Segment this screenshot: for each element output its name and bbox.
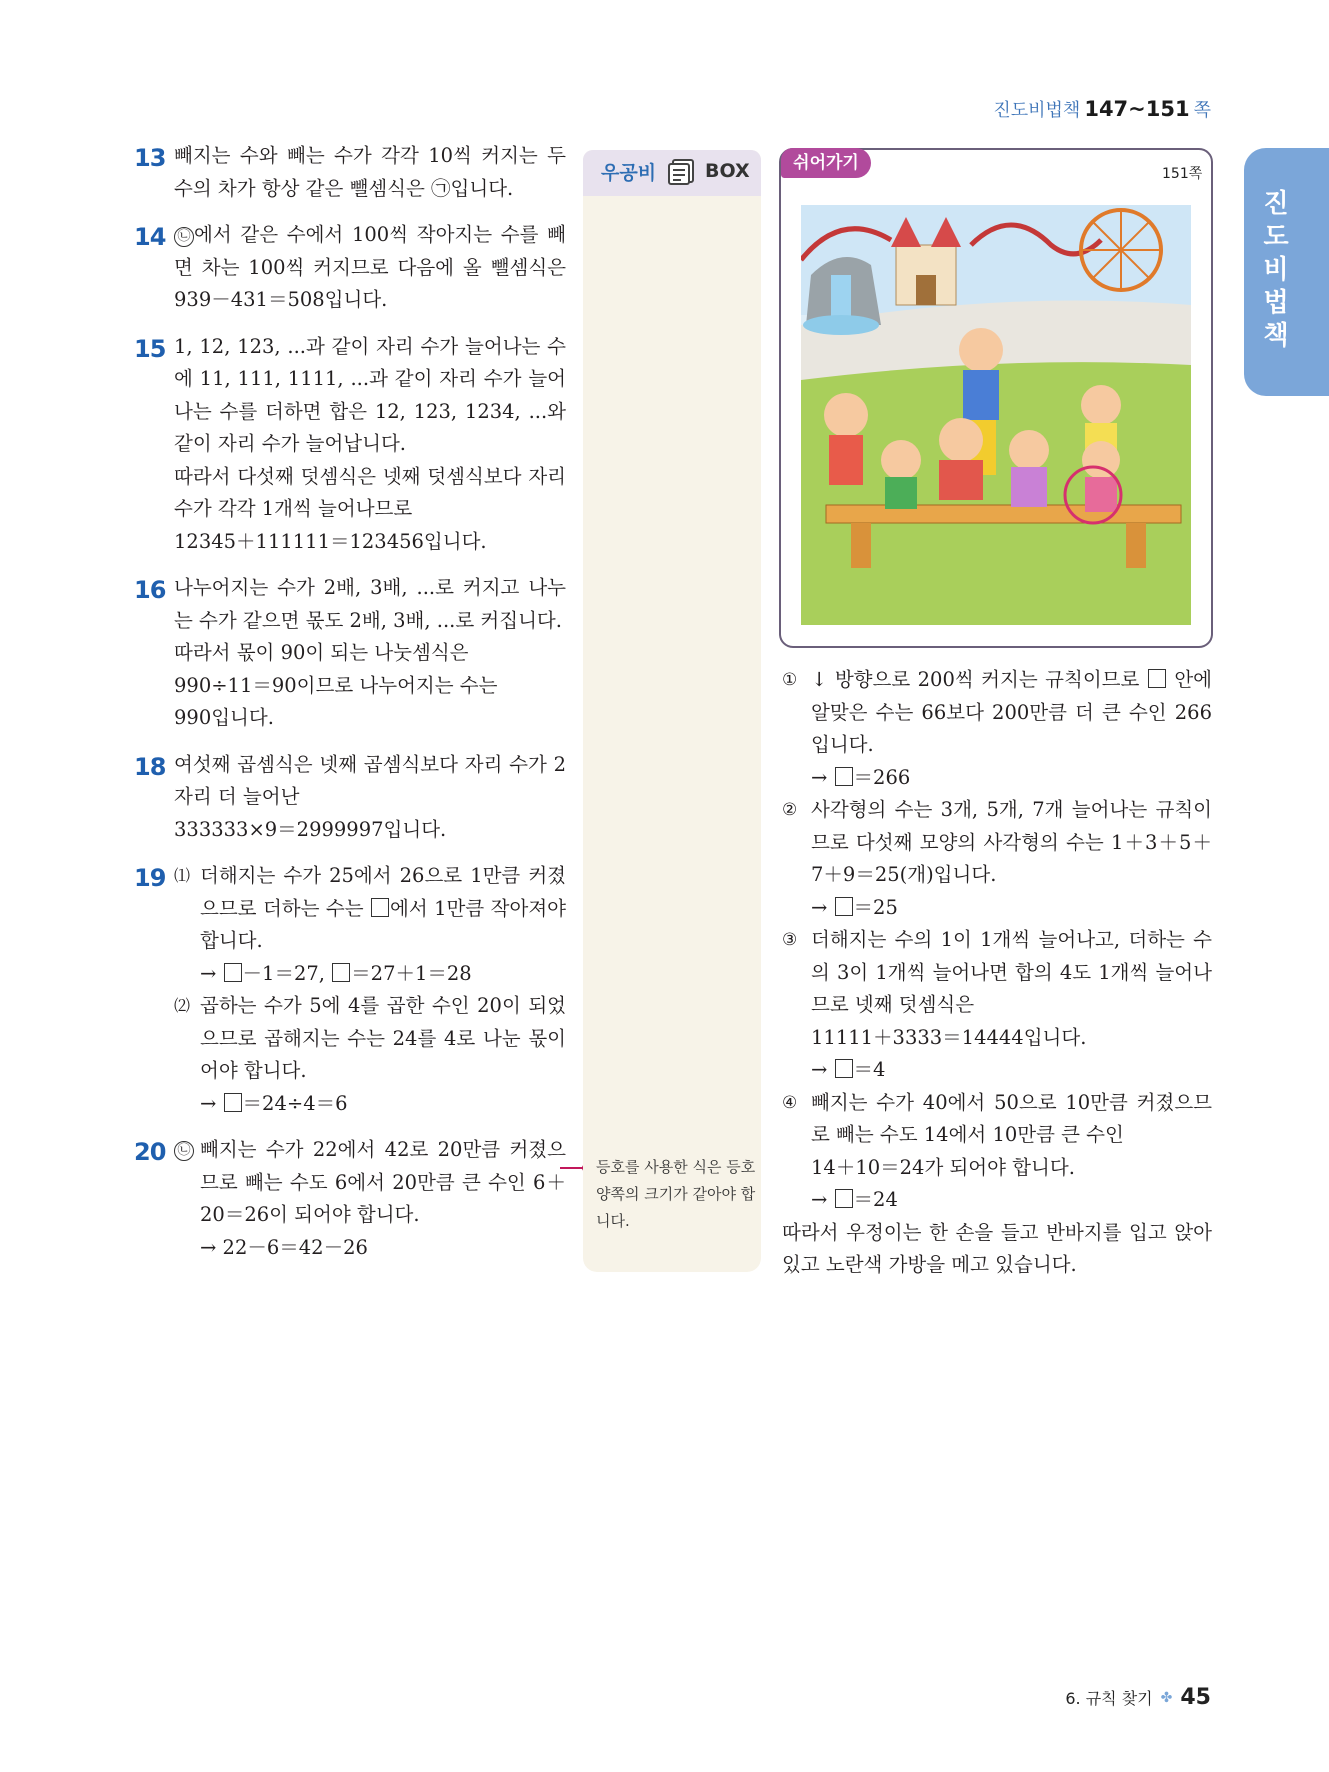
answer-text: 따라서 몫이 90이 되는 나눗셈식은 [174, 641, 469, 664]
calc-line [811, 762, 1212, 795]
chapter-title: 6. 규칙 찾기 [1065, 1689, 1153, 1708]
answer-text: 더해지는 수가 25에서 26으로 1만큼 커졌으므로 더하는 수는 [200, 864, 566, 920]
sub-marker: ② [782, 800, 798, 820]
item-number: 14 [134, 223, 166, 251]
header-page-range: 147~151 [1084, 97, 1190, 121]
page-number: 45 [1180, 1685, 1211, 1710]
answer-r4 [782, 1087, 1212, 1217]
sub-answer-1 [174, 860, 566, 990]
answer-text: 안에 알맞은 수는 66보다 200만큼 더 큰 수인 266입니다. [811, 668, 1212, 756]
calc-text: ＝24 [853, 1188, 898, 1211]
answer-text: 나누어지는 수가 2배, 3배, ...로 커지고 나누는 수가 같으면 몫도 2배, 3배, ...로 커집니다. [174, 576, 566, 632]
answer-text: 빼지는 수가 22에서 42로 20만큼 커졌으므로 빼는 수도 6에서 20만큼 큰 수인 6＋20＝26이 되어야 합니다. [200, 1138, 566, 1226]
rest-page: 151쪽 [1162, 166, 1203, 182]
conclusion-text: 따라서 우정이는 한 손을 들고 반바지를 입고 앉아 있고 노란색 가방을 메고 있습니다. [782, 1220, 1212, 1276]
calc-line: → 22－6＝42－26 [200, 1235, 368, 1259]
calc-text: ＝266 [853, 765, 911, 789]
calc-arrow: → [811, 895, 834, 919]
diamond-icon: ✤ [1160, 1689, 1173, 1706]
study-box-title: 우공비 [601, 162, 657, 184]
blank-box-icon [224, 963, 242, 982]
blank-box-icon [1148, 669, 1166, 688]
item-number: 20 [134, 1138, 166, 1166]
page-header [993, 96, 1211, 122]
answer-text: 11111＋3333＝14444입니다. [811, 1025, 1087, 1049]
circled-letter: ㉡ [174, 1141, 194, 1161]
sub-marker: ⑴ [174, 866, 191, 885]
answer-r1 [782, 664, 1212, 794]
notebook-icon [665, 156, 697, 188]
answer-r3 [782, 924, 1212, 1087]
answer-text: 빼지는 수가 40에서 50으로 10만큼 커졌으므로 빼는 수도 14에서 10만큼 큰 수인 [811, 1090, 1212, 1146]
answer-16 [134, 572, 566, 735]
calc-line [811, 1054, 1212, 1087]
calc-arrow: → [811, 1058, 834, 1081]
item-number: 13 [134, 144, 166, 172]
item-number: 18 [134, 752, 166, 781]
item-number: 16 [134, 576, 166, 604]
answer-text: 에서 1만큼 작아져야 합니다. [200, 896, 566, 952]
calc-text: ＝4 [853, 1058, 886, 1081]
calc-line [200, 958, 566, 991]
blank-box-icon [371, 898, 389, 917]
answer-column-right [782, 664, 1212, 1282]
answer-text-wrap [174, 219, 566, 317]
answer-13 [134, 140, 566, 205]
calc-text: ＝25 [853, 895, 898, 919]
answer-text: ↓ 방향으로 200씩 커지는 규칙이므로 [811, 668, 1147, 691]
calc-text: ＝24÷4＝6 [242, 1091, 348, 1115]
header-unit: 쪽 [1193, 100, 1211, 121]
item-number: 15 [134, 334, 166, 363]
answer-text: 더해지는 수의 1이 1개씩 늘어나고, 더하는 수의 3이 1개씩 늘어나면 합의 4도 1개씩 늘어나므로 넷째 덧셈식은 [811, 928, 1212, 1016]
amusement-park-illustration [801, 205, 1191, 625]
page-footer [1065, 1685, 1211, 1710]
answer-text: 여섯째 곱셈식은 넷째 곱셈식보다 자리 수가 2자리 더 늘어난 [174, 752, 566, 808]
calc-arrow: → [811, 765, 834, 789]
calc-text: －1＝27, [242, 961, 332, 985]
answer-15 [134, 331, 566, 559]
rest-title: 쉬어가기 [781, 148, 871, 178]
blank-box-icon [332, 963, 350, 982]
answer-text: 따라서 다섯째 덧셈식은 넷째 덧셈식보다 자리 수가 각각 1개씩 늘어나므로 [174, 464, 566, 520]
header-label: 진도비법책 [993, 100, 1081, 121]
blank-box-icon [835, 1059, 853, 1078]
side-tab-label: 진도비법책 [1263, 189, 1289, 351]
answer-text: 빼지는 수와 빼는 수가 각각 10씩 커지는 두 수의 차가 항상 같은 뺄셈식은 ㉠입니다. [174, 144, 566, 200]
calc-line [811, 1184, 1212, 1217]
answer-text-wrap [200, 860, 566, 958]
answer-19 [134, 860, 566, 1120]
sub-answer [174, 1134, 566, 1264]
answer-text: 990÷11＝90이므로 나누어지는 수는 [174, 673, 498, 697]
study-box-header [583, 150, 761, 196]
circled-letter: ㉡ [174, 227, 194, 247]
answer-column-left [134, 140, 566, 1278]
answer-text: 1, 12, 123, ...과 같이 자리 수가 늘어나는 수에 11, 111, 1111, ...과 같이 자리 수가 늘어나는 수를 더하면 합은 12, 123, 1234, ...와 같이 자리 수가 늘어납니다. [174, 334, 566, 455]
study-box-note: 등호를 사용한 식은 등호 양쪽의 크기가 같아야 합니다. [596, 1158, 756, 1230]
blank-box-icon [835, 767, 853, 786]
answer-text: 990입니다. [174, 706, 274, 729]
sub-marker: ⑵ [174, 996, 191, 1015]
answer-text: 에서 같은 수에서 100씩 작아지는 수를 빼면 차는 100씩 커지므로 다음에 올 뺄셈식은 939－431＝508입니다. [174, 223, 566, 311]
study-box-label: BOX [705, 160, 750, 182]
sub-answer-2 [174, 990, 566, 1120]
sub-marker [174, 1134, 194, 1167]
blank-box-icon [224, 1093, 242, 1112]
calc-arrow: → [200, 961, 223, 985]
answer-20 [134, 1134, 566, 1264]
sub-marker: ① [782, 670, 798, 690]
study-box [583, 150, 761, 1272]
item-number: 19 [134, 864, 166, 892]
blank-box-icon [835, 1189, 853, 1208]
answer-18 [134, 749, 566, 847]
calc-line [811, 892, 1212, 925]
answer-14 [134, 219, 566, 317]
calc-arrow: → [200, 1091, 223, 1115]
side-tab [1244, 148, 1329, 396]
blank-box-icon [835, 897, 853, 916]
answer-text: 12345＋111111＝123456입니다. [174, 529, 487, 553]
calc-arrow: → [811, 1188, 834, 1211]
sub-marker: ③ [782, 930, 798, 950]
answer-text: 사각형의 수는 3개, 5개, 7개 늘어나는 규칙이므로 다섯째 모양의 사각형의 수는 1＋3＋5＋7＋9＝25(개)입니다. [811, 798, 1212, 886]
answer-text: 333333×9＝2999997입니다. [174, 817, 447, 841]
answer-text: 곱하는 수가 5에 4를 곱한 수인 20이 되었으므로 곱해지는 수는 24를 4로 나눈 몫이어야 합니다. [200, 994, 566, 1082]
calc-line [200, 1088, 566, 1121]
answer-r2 [782, 794, 1212, 924]
sub-marker: ④ [782, 1092, 798, 1113]
calc-text: ＝27＋1＝28 [351, 961, 472, 985]
answer-text: 14＋10＝24가 되어야 합니다. [811, 1155, 1075, 1179]
